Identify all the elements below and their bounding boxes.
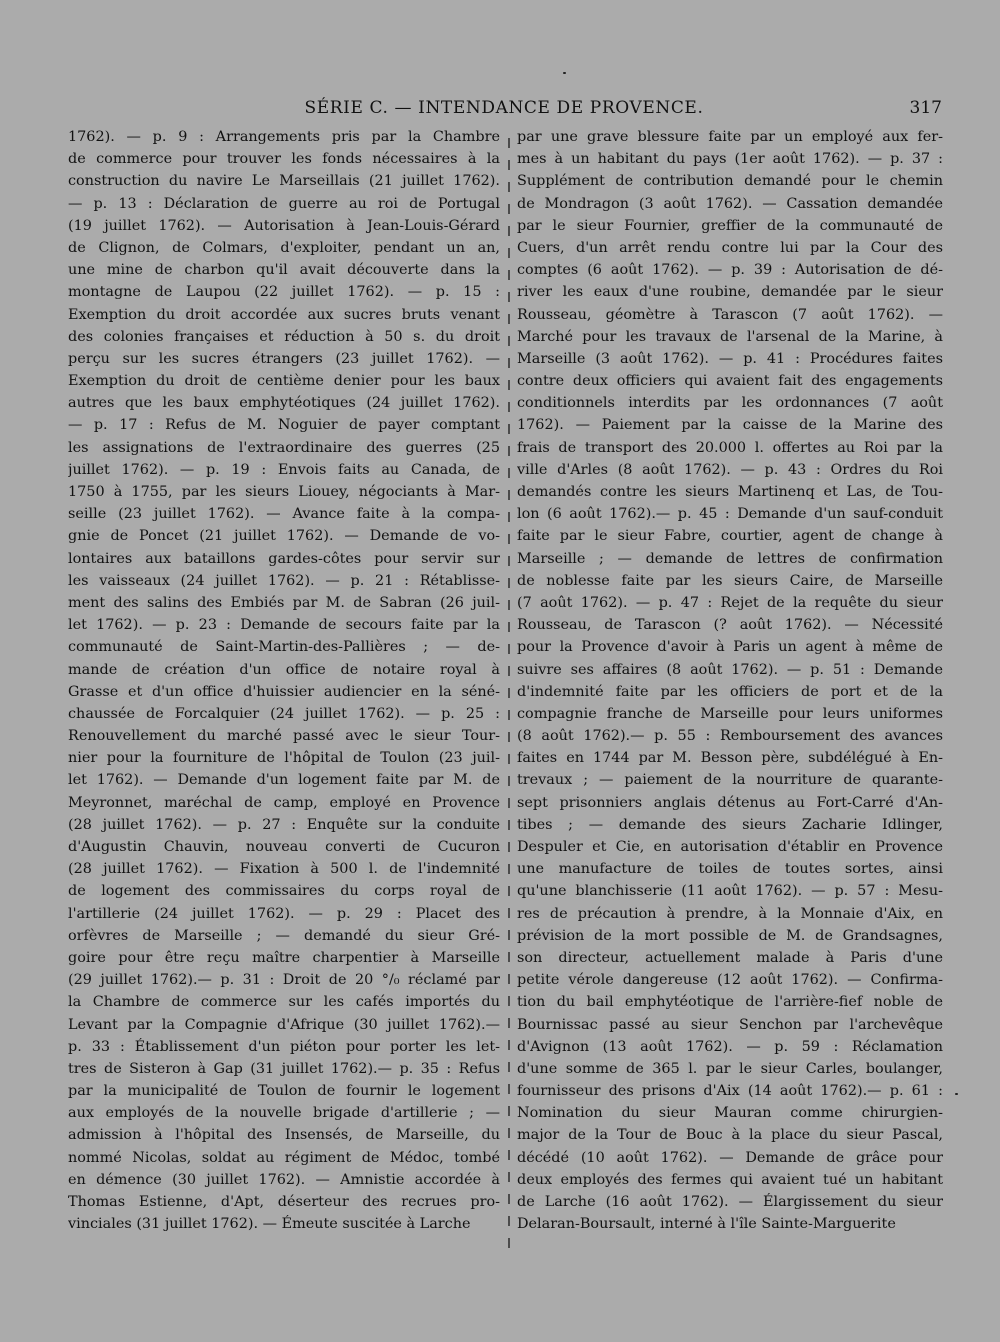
text-line: trevaux ; — paiement de la nourriture de quarante-	[517, 772, 943, 789]
text-line: des colonies françaises et réduction à 50 s. du droit	[68, 328, 500, 345]
text-line: tion du bail emphytéotique de l'arrière-fief noble de	[517, 994, 943, 1011]
text-line: Marseille (3 août 1762). — p. 41 : Procédures faites	[517, 350, 943, 367]
text-line: 1762). — Paiement par la caisse de la Marine des	[517, 417, 943, 434]
text-line: Nomination du sieur Mauran comme chirurgien-	[517, 1105, 943, 1122]
text-line: (8 août 1762).— p. 55 : Remboursement des avances	[517, 728, 943, 745]
text-line: de logement des commissaires du corps royal de	[68, 883, 500, 900]
text-line: orfèvres de Marseille ; — demandé du sieur Gré-	[68, 927, 500, 944]
text-line: l'artillerie (24 juillet 1762). — p. 29 : Placet des	[68, 905, 500, 922]
text-line: nier pour la fourniture de l'hôpital de Toulon (23 juil-	[68, 750, 500, 767]
text-line: petite vérole dangereuse (12 août 1762). — Confirma-	[517, 972, 943, 989]
text-line: let 1762). — p. 23 : Demande de secours faite par la	[68, 617, 500, 634]
text-line: (19 juillet 1762). — Autorisation à Jean-Louis-Gérard	[68, 217, 500, 234]
text-line: ment des salins des Embiés par M. de Sabran (26 juil-	[68, 594, 500, 611]
text-line: lontaires aux bataillons gardes-côtes pour servir sur	[68, 550, 500, 567]
text-line: en démence (30 juillet 1762). — Amnistie accordée à	[68, 1171, 500, 1188]
column-separator	[508, 138, 510, 1248]
text-line: les vaisseaux (24 juillet 1762). — p. 21 : Rétablisse-	[68, 572, 500, 589]
text-line: ville d'Arles (8 août 1762). — p. 43 : Ordres du Roi	[517, 461, 943, 478]
text-line: Supplément de contribution demandé pour le chemin	[517, 173, 943, 190]
text-line: — p. 13 : Déclaration de guerre au roi de Portugal	[68, 195, 500, 212]
text-line: Marseille ; — demande de lettres de confirmation	[517, 550, 943, 567]
text-line: de commerce pour trouver les fonds nécessaires à la	[68, 151, 500, 168]
text-line: (28 juillet 1762). — p. 27 : Enquête sur la conduite	[68, 816, 500, 833]
text-line: Cuers, d'un arrêt rendu contre lui par la Cour des	[517, 239, 943, 256]
text-line: les assignations de l'extraordinaire des guerres (25	[68, 439, 500, 456]
text-line: contre deux officiers qui avaient fait des engagements	[517, 373, 943, 390]
print-speck	[955, 1093, 958, 1095]
page-number: 317	[909, 98, 942, 118]
print-speck	[563, 72, 566, 74]
text-line: (29 juillet 1762).— p. 31 : Droit de 20 °/₀ réclamé par	[68, 972, 500, 989]
text-line: aux employés de la nouvelle brigade d'artillerie ; —	[68, 1105, 500, 1122]
text-line: major de la Tour de Bouc à la place du sieur Pascal,	[517, 1127, 943, 1144]
text-line: Meyronnet, maréchal de camp, employé en Provence	[68, 794, 500, 811]
text-line: une mine de charbon qu'il avait découverte dans la	[68, 262, 500, 279]
text-line: let 1762). — Demande d'un logement faite par M. de	[68, 772, 500, 789]
text-line: perçu sur les sucres étrangers (23 juillet 1762). —	[68, 350, 500, 367]
text-line: compagnie franche de Marseille pour leurs uniformes	[517, 705, 943, 722]
text-line: comptes (6 août 1762). — p. 39 : Autorisation de dé-	[517, 262, 943, 279]
text-line: communauté de Saint-Martin-des-Pallières ; — de-	[68, 639, 500, 656]
text-line: nommé Nicolas, soldat au régiment de Médoc, tombé	[68, 1149, 500, 1166]
text-line: une manufacture de toiles de toutes sortes, ainsi	[517, 861, 943, 878]
text-line: pour la Provence d'avoir à Paris un agent à même de	[517, 639, 943, 656]
text-line: admission à l'hôpital des Insensés, de Marseille, du	[68, 1127, 500, 1144]
text-line: Rousseau, géomètre à Tarascon (7 août 1762). —	[517, 306, 943, 323]
text-line: res de précaution à prendre, à la Monnaie d'Aix, en	[517, 905, 943, 922]
left-column	[68, 126, 500, 1235]
text-line: de Clignon, de Colmars, d'exploiter, pendant un an,	[68, 239, 500, 256]
text-line: Rousseau, de Tarascon (? août 1762). — Nécessité	[517, 617, 943, 634]
text-line: fournisseur des prisons d'Aix (14 août 1762).— p. 61 :	[517, 1083, 943, 1100]
running-title: SÉRIE C. — INTENDANCE DE PROVENCE.	[304, 98, 704, 118]
text-line: tibes ; — demande des sieurs Zacharie Idlinger,	[517, 816, 943, 833]
text-line: (7 août 1762). — p. 47 : Rejet de la requête du sieur	[517, 594, 943, 611]
text-line: d'indemnité faite par les officiers de port et de la	[517, 683, 943, 700]
text-line: sept prisonniers anglais détenus au Fort-Carré d'An-	[517, 794, 943, 811]
text-line: montagne de Laupou (22 juillet 1762). — p. 15 :	[68, 284, 500, 301]
text-line: gnie de Poncet (21 juillet 1762). — Demande de vo-	[68, 528, 500, 545]
text-line: mes à un habitant du pays (1er août 1762). — p. 37 :	[517, 151, 943, 168]
text-line: — p. 17 : Refus de M. Noguier de payer comptant	[68, 417, 500, 434]
text-line: Levant par la Compagnie d'Afrique (30 juillet 1762).—	[68, 1016, 500, 1033]
text-line: d'Avignon (13 août 1762). — p. 59 : Réclamation	[517, 1038, 943, 1055]
text-line: autres que les baux emphytéotiques (24 juillet 1762).	[68, 395, 500, 412]
text-line: de noblesse faite par les sieurs Caire, de Marseille	[517, 572, 943, 589]
text-line: p. 33 : Établissement d'un piéton pour porter les let-	[68, 1038, 500, 1055]
text-line: demandés contre les sieurs Martinenq et Las, de Tou-	[517, 484, 943, 500]
text-line: faites en 1744 par M. Besson père, subdélégué à En-	[517, 750, 943, 767]
text-line: chaussée de Forcalquier (24 juillet 1762). — p. 25 :	[68, 705, 500, 722]
text-line: (28 juillet 1762). — Fixation à 500 l. de l'indemnité	[68, 861, 500, 878]
text-line: deux employés des fermes qui avaient tué un habitant	[517, 1171, 943, 1188]
text-line: de Larche (16 août 1762). — Élargissement du sieur	[517, 1194, 943, 1210]
text-line: Bournissac passé au sieur Senchon par l'archevêque	[517, 1016, 943, 1033]
text-line: par une grave blessure faite par un employé aux fer-	[517, 129, 943, 145]
text-line: qu'une blanchisserie (11 août 1762). — p. 57 : Mesu-	[517, 883, 943, 900]
text-line: par la municipalité de Toulon de fournir le logement	[68, 1083, 500, 1100]
text-line: 1750 à 1755, par les sieurs Liouey, négociants à Mar-	[68, 484, 500, 500]
text-line: Exemption du droit de centième denier pour les baux	[68, 373, 500, 390]
text-line: d'une somme de 365 l. par le sieur Carles, boulanger,	[517, 1060, 943, 1077]
text-line: juillet 1762). — p. 19 : Envois faits au Canada, de	[68, 461, 500, 478]
page-header	[66, 98, 942, 124]
text-line: son directeur, actuellement malade à Paris d'une	[517, 949, 943, 966]
text-line: Exemption du droit accordée aux sucres bruts venant	[68, 306, 500, 323]
right-column	[517, 126, 943, 1235]
text-line: vinciales (31 juillet 1762). — Émeute suscitée à Larche	[68, 1216, 471, 1233]
text-line: mande de création d'un office de notaire royal à	[68, 661, 500, 678]
text-line: tres de Sisteron à Gap (31 juillet 1762).— p. 35 : Refus	[68, 1060, 500, 1077]
text-line: décédé (10 août 1762). — Demande de grâce pour	[517, 1149, 943, 1166]
text-line: prévision de la mort possible de M. de Grandsagnes,	[517, 927, 943, 944]
text-line: Renouvellement du marché passé avec le sieur Tour-	[68, 728, 500, 745]
text-line: faite par le sieur Fabre, courtier, agent de change à	[517, 528, 943, 545]
text-line: Delaran-Boursault, interné à l'île Sainte-Marguerite	[517, 1216, 896, 1233]
text-line: Thomas Estienne, d'Apt, déserteur des recrues pro-	[68, 1194, 500, 1210]
text-line: suivre ses affaires (8 août 1762). — p. 51 : Demande	[517, 661, 943, 678]
text-line: de Mondragon (3 août 1762). — Cassation demandée	[517, 195, 943, 212]
text-line: construction du navire Le Marseillais (21 juillet 1762).	[68, 173, 500, 190]
text-line: Grasse et d'un office d'huissier audiencier en la séné-	[68, 683, 500, 700]
text-line: frais de transport des 20.000 l. offertes au Roi par la	[517, 439, 943, 456]
text-line: la Chambre de commerce sur les cafés importés du	[68, 994, 500, 1011]
text-line: Marché pour les travaux de l'arsenal de la Marine, à	[517, 328, 943, 345]
text-line: seille (23 juillet 1762). — Avance faite à la compa-	[68, 506, 500, 523]
text-line: 1762). — p. 9 : Arrangements pris par la Chambre	[68, 129, 500, 145]
text-line: par le sieur Fournier, greffier de la communauté de	[517, 217, 943, 234]
text-line: conditionnels interdits par les ordonnances (7 août	[517, 395, 943, 412]
text-line: river les eaux d'une roubine, demandée par le sieur	[517, 284, 943, 301]
text-line: d'Augustin Chauvin, nouveau converti de Cucuron	[68, 839, 500, 855]
text-line: goire pour être reçu maître charpentier à Marseille	[68, 949, 500, 966]
text-line: Despuler et Cie, en autorisation d'établir en Provence	[517, 839, 943, 855]
text-line: lon (6 août 1762).— p. 45 : Demande d'un sauf-conduit	[517, 506, 943, 523]
